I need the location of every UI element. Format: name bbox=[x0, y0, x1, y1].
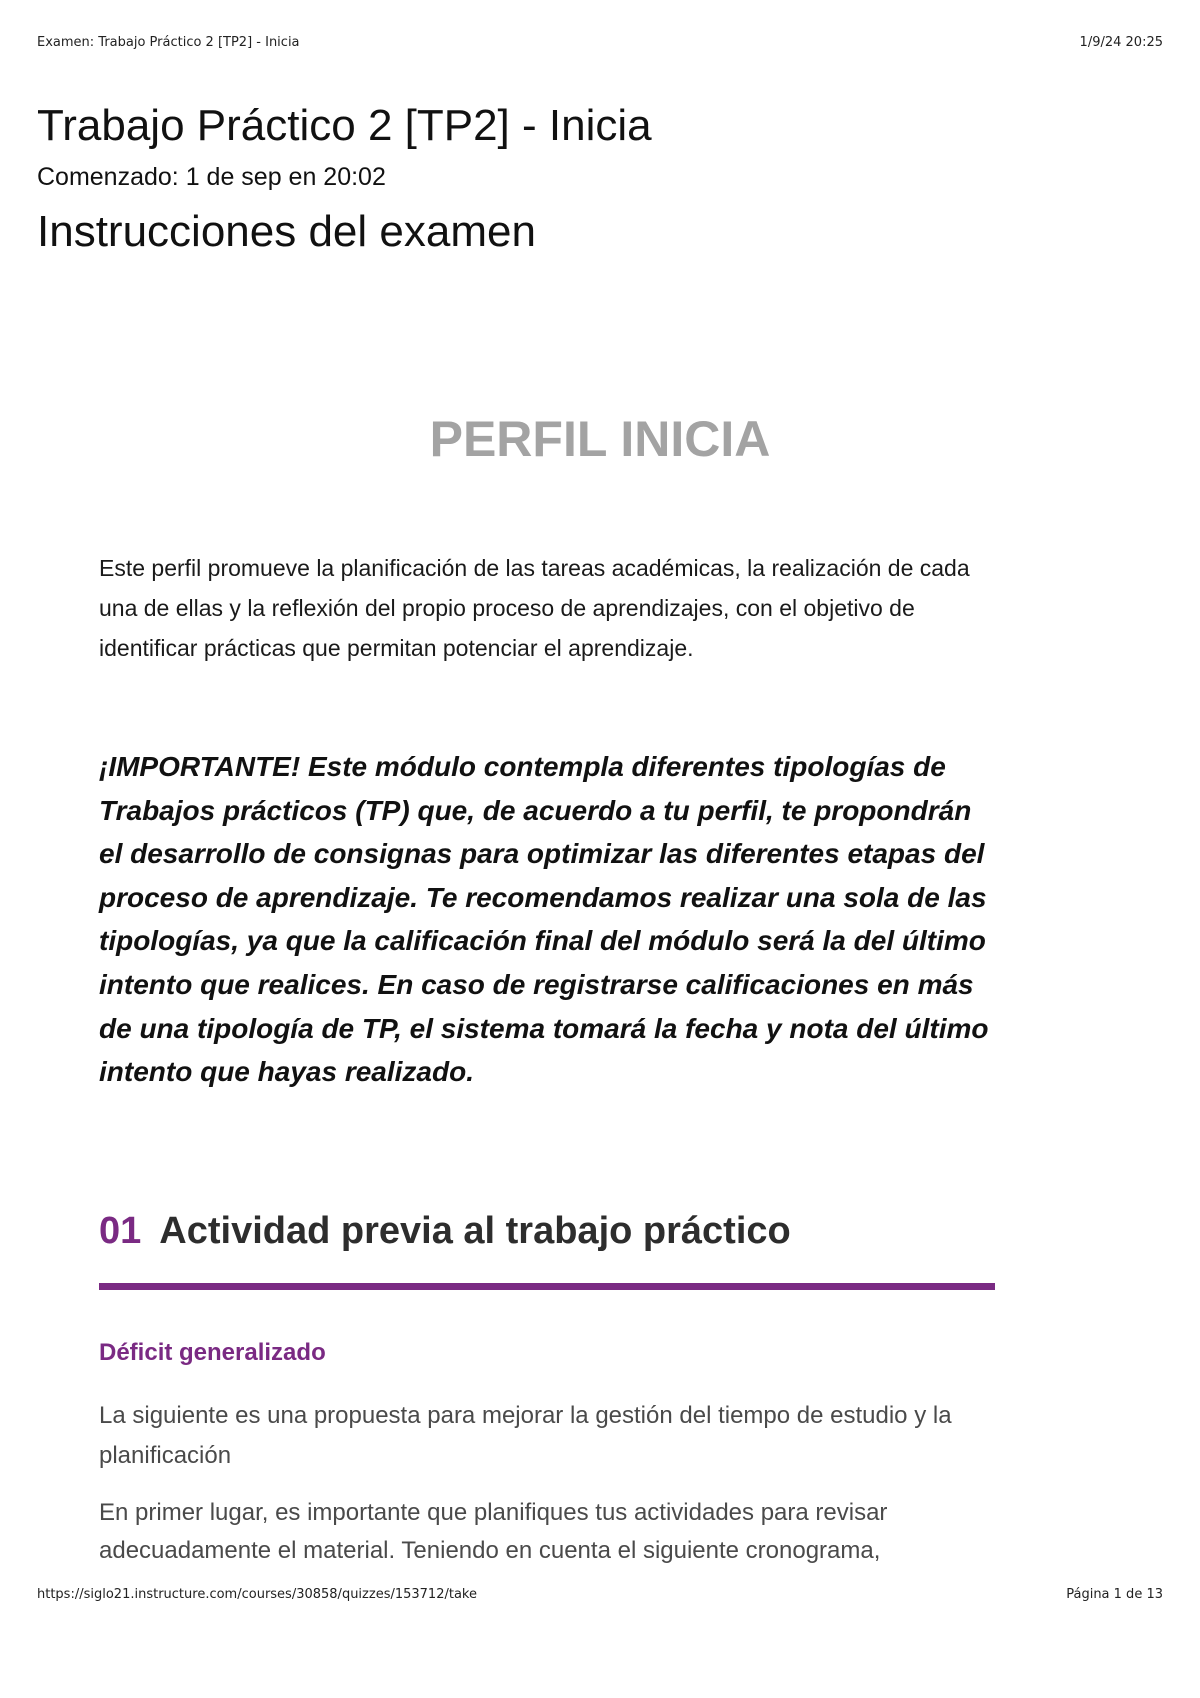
quiz-started-time: Comenzado: 1 de sep en 20:02 bbox=[37, 162, 386, 191]
profile-title: PERFIL INICIA bbox=[429, 411, 771, 467]
section-divider bbox=[99, 1283, 995, 1290]
print-header bbox=[37, 35, 1163, 50]
activity-paragraph-2: En primer lugar, es importante que planifiques tus actividades para revisar adecuadamente el material. Teniendo en cuenta el siguiente cronograma, bbox=[99, 1499, 888, 1564]
activity-title: Actividad previa al trabajo práctico bbox=[159, 1210, 791, 1252]
print-header-title: Examen: Trabajo Práctico 2 [TP2] - Inicia bbox=[37, 35, 300, 50]
quiz-title: Trabajo Práctico 2 [TP2] - Inicia bbox=[37, 101, 652, 150]
print-header-datetime: 1/9/24 20:25 bbox=[1079, 35, 1163, 50]
print-footer-url: https://siglo21.instructure.com/courses/30858/quizzes/153712/take bbox=[37, 1587, 477, 1602]
quiz-header bbox=[37, 100, 1163, 259]
activity-subheading: Déficit generalizado bbox=[99, 1339, 326, 1366]
instructions-heading: Instrucciones del examen bbox=[37, 206, 536, 256]
print-footer-page-number: Página 1 de 13 bbox=[1066, 1587, 1163, 1602]
print-footer bbox=[37, 1587, 1163, 1602]
activity-number: 01 bbox=[99, 1210, 142, 1252]
activity-heading bbox=[99, 1210, 999, 1253]
important-notice: ¡IMPORTANTE! Este módulo contempla diferentes tipologías de Trabajos prácticos (TP) que, de acuerdo a tu perfil, te propondrán el desarrollo de consignas para optimizar las diferentes etapas del proceso de aprendizaje. Te recomendamos realizar una sola de las tipologías, ya que la calificación final del módulo será la del último intento que realices. En caso de registrarse calificaciones en más de una tipología de TP, el sistema tomará la fecha y nota del último intento que hayas realizado. bbox=[99, 751, 989, 1088]
activity-paragraph-1: La siguiente es una propuesta para mejorar la gestión del tiempo de estudio y la planificación bbox=[99, 1402, 952, 1469]
profile-intro-paragraph: Este perfil promueve la planificación de las tareas académicas, la realización de cada una de ellas y la reflexión del propio proceso de aprendizajes, con el objetivo de identificar prácticas que permitan potenciar el aprendizaje. bbox=[99, 555, 970, 661]
